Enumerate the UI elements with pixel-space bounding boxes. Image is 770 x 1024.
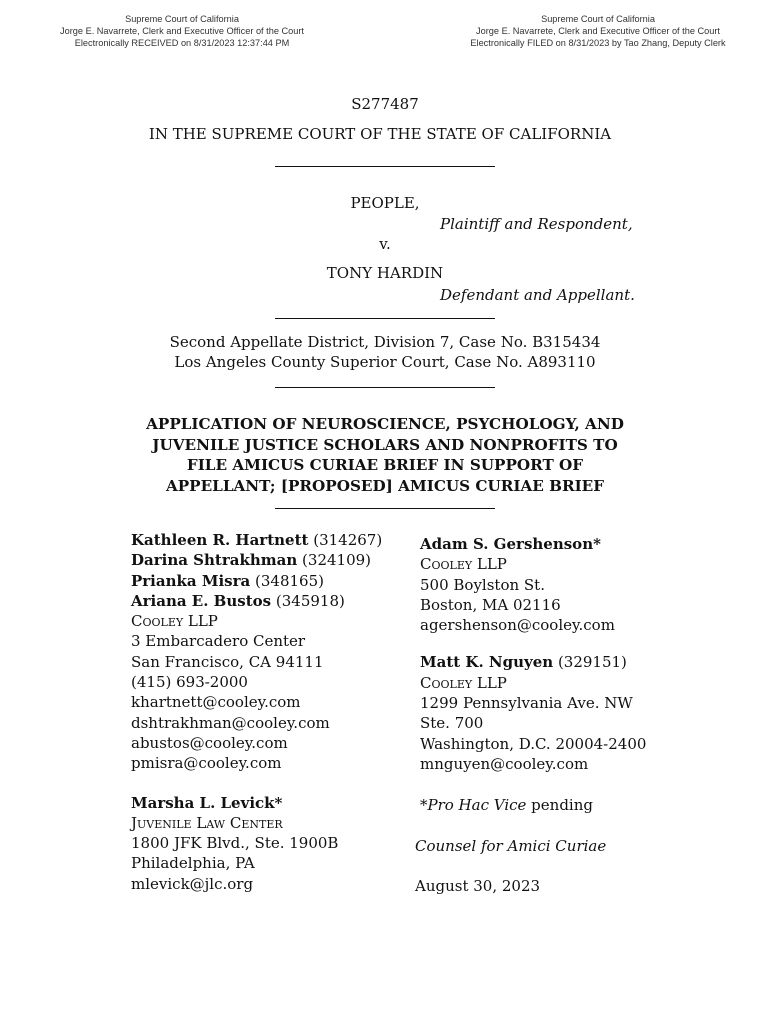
defendant-role: Defendant and Appellant. [440, 286, 635, 304]
received-stamp [32, 13, 332, 49]
title-line: JUVENILE JUSTICE SCHOLARS AND NONPROFITS TO [152, 435, 618, 454]
court-name: IN THE SUPREME COURT OF THE STATE OF CALIFORNIA [148, 125, 612, 143]
attorney-entry: Adam S. Gershenson* [420, 535, 601, 553]
attorney-entry: Prianka Misra (348165) [131, 571, 324, 590]
address-line: Boston, MA 02116 [420, 595, 561, 614]
address-line: 3 Embarcadero Center [131, 632, 306, 651]
email-link[interactable]: mnguyen@cooley.com [420, 754, 589, 773]
divider [275, 166, 495, 167]
plaintiff-role: Plaintiff and Respondent, [440, 215, 633, 233]
stamp-filed: Electronically FILED on 8/31/2023 by Tao Zhang, Deputy Clerk [470, 38, 726, 48]
pro-hac-vice-note: *Pro Hac Vice pending [420, 796, 593, 815]
case-number: S277487 [351, 95, 419, 113]
address-line: Philadelphia, PA [131, 854, 255, 873]
email-link[interactable]: pmisra@cooley.com [131, 754, 282, 773]
divider [275, 508, 495, 509]
email-link[interactable]: khartnett@cooley.com [131, 693, 301, 712]
filing-date: August 30, 2023 [415, 876, 541, 895]
filed-stamp [448, 13, 748, 49]
stamp-clerk: Jorge E. Navarrete, Clerk and Executive Officer of the Court [476, 26, 720, 36]
email-link[interactable]: mlevick@jlc.org [131, 874, 254, 893]
counsel-left-column [131, 530, 382, 894]
attorney-entry: Matt K. Nguyen (329151) [420, 653, 627, 672]
divider [275, 387, 495, 388]
application-title [120, 414, 650, 496]
firm-name: Cooley LLP [420, 555, 507, 574]
firm-name: Cooley LLP [131, 612, 218, 631]
attorney-entry: Kathleen R. Hartnett (314267) [131, 531, 383, 549]
plaintiff-name: PEOPLE, [350, 194, 420, 212]
address-line: Washington, D.C. 20004-2400 [420, 734, 647, 753]
title-line: APPLICATION OF NEUROSCIENCE, PSYCHOLOGY, AND [146, 415, 624, 433]
firm-name: Cooley LLP [420, 673, 507, 692]
stamp-received: Electronically RECEIVED on 8/31/2023 12:37:44 PM [74, 38, 290, 48]
appellate-court-line: Second Appellate District, Division 7, Case No. B315434 [169, 333, 601, 351]
title-line: FILE AMICUS CURIAE BRIEF IN SUPPORT OF [186, 456, 584, 474]
title-line: APPELLANT; [PROPOSED] AMICUS CURIAE BRIEF [165, 476, 605, 495]
email-link[interactable]: abustos@cooley.com [131, 733, 288, 752]
firm-name: Juvenile Law Center [131, 813, 283, 832]
phone-number: (415) 693-2000 [131, 673, 248, 692]
attorney-entry: Ariana E. Bustos (345918) [131, 591, 345, 610]
stamp-court: Supreme Court of California [125, 14, 239, 24]
defendant-name: TONY HARDIN [326, 264, 444, 282]
versus: v. [379, 235, 391, 253]
address-line: 1800 JFK Blvd., Ste. 1900B [131, 834, 339, 853]
email-link[interactable]: dshtrakhman@cooley.com [131, 713, 330, 732]
counsel-right-column [415, 534, 647, 896]
stamp-clerk: Jorge E. Navarrete, Clerk and Executive Officer of the Court [60, 26, 304, 36]
email-link[interactable]: agershenson@cooley.com [420, 616, 615, 635]
superior-court-line: Los Angeles County Superior Court, Case No. A893110 [174, 353, 596, 371]
counsel-designation: Counsel for Amici Curiae [415, 836, 607, 855]
attorney-entry: Darina Shtrakhman (324109) [131, 551, 372, 570]
stamp-court: Supreme Court of California [541, 14, 655, 24]
address-line: San Francisco, CA 94111 [131, 652, 324, 671]
address-line: Ste. 700 [420, 714, 484, 733]
attorney-entry: Marsha L. Levick* [131, 793, 283, 812]
divider [275, 318, 495, 319]
address-line: 1299 Pennsylvania Ave. NW [420, 694, 633, 713]
address-line: 500 Boylston St. [420, 575, 545, 594]
